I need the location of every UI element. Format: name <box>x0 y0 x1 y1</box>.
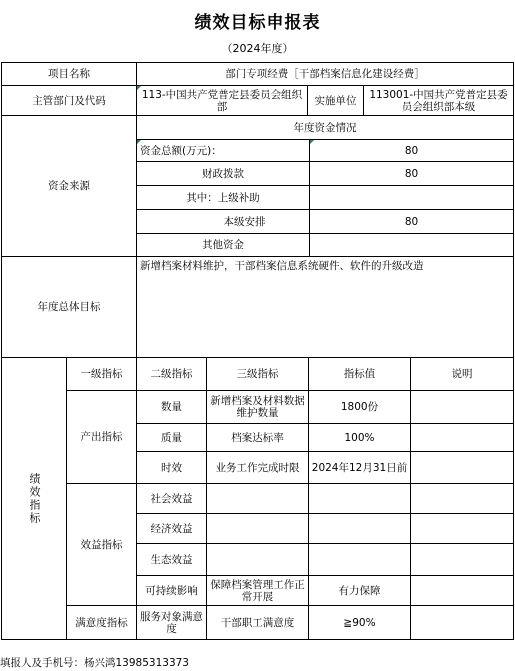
header-level1: 一级指标 <box>80 368 123 380</box>
form-title: 绩效目标申报表 <box>194 13 321 33</box>
satisfaction-indicators-label: 满意度指标 <box>75 616 128 629</box>
fiscal-allocation-value: 80 <box>404 167 419 180</box>
header-indicator-value: 指标值 <box>343 368 376 380</box>
project-name-value: 部门专项经费［干部档案信息化建设经费］ <box>225 68 425 80</box>
output-timeliness-level2: 时效 <box>161 461 182 474</box>
benefit-economic-note <box>411 514 513 543</box>
other-funds-label: 其他资金 <box>202 239 244 251</box>
performance-indicators-text: 绩效指标 <box>28 472 41 525</box>
benefit-sustainable-note <box>411 576 513 605</box>
annual-goal-text: 新增档案材料维护，干部档案信息系统硬件、软件的升级改造 <box>140 260 424 272</box>
output-quality-level2: 质量 <box>161 431 182 444</box>
output-timeliness-note <box>411 452 513 483</box>
performance-indicators-label <box>2 358 66 639</box>
implementing-unit-label: 实施单位 <box>314 94 357 107</box>
output-quantity-level3: 新增档案及材料数据维护数量 <box>210 395 305 419</box>
satisfaction-service-value: ≧90% <box>343 616 376 629</box>
department-value: 113-中国共产党普定县委员会组织部 <box>141 88 303 113</box>
benefit-economic-value <box>309 514 410 543</box>
header-note: 说明 <box>451 368 473 380</box>
funding-header: 年度资金情况 <box>293 121 357 134</box>
benefit-economic-level3 <box>207 514 308 543</box>
benefit-sustainable-level3: 保障档案管理工作正常开展 <box>210 578 305 603</box>
funding-total-value: 80 <box>404 144 419 157</box>
benefit-social-value <box>309 484 410 513</box>
benefit-social-note <box>411 484 513 513</box>
benefit-ecological-value <box>309 544 410 575</box>
output-quality-note <box>411 424 513 451</box>
output-quality-level3: 档案达标率 <box>231 431 284 444</box>
satisfaction-service-level3: 干部职工满意度 <box>220 616 295 629</box>
satisfaction-service-level2: 服务对象满意度 <box>140 610 203 635</box>
header-level3: 三级指标 <box>236 368 279 380</box>
benefit-ecological-note <box>411 544 513 575</box>
local-arrangement-label: 本级安排 <box>223 215 266 228</box>
benefit-sustainable-level2: 可持续影响 <box>145 584 198 597</box>
benefit-ecological-level3 <box>207 544 308 575</box>
benefit-social-level3 <box>207 484 308 513</box>
implementing-unit-value: 113001-中国共产党普定县委员会组织部本级 <box>369 88 508 113</box>
department-label: 主管部门及代码 <box>32 94 106 107</box>
other-funds-value <box>310 234 513 256</box>
superior-subsidy-value <box>310 186 513 209</box>
funding-source-label: 资金来源 <box>48 180 90 192</box>
output-quantity-note <box>411 391 513 423</box>
funding-total-label: 资金总额(万元)： <box>140 144 222 157</box>
satisfaction-service-note <box>411 606 513 639</box>
benefit-indicators-label: 效益指标 <box>80 538 123 551</box>
project-name-label: 项目名称 <box>48 68 90 80</box>
benefit-economic-level2: 经济效益 <box>150 522 193 535</box>
output-quantity-level2: 数量 <box>161 401 182 413</box>
fiscal-allocation-label: 财政拨款 <box>202 167 244 180</box>
benefit-ecological-level2: 生态效益 <box>150 553 193 566</box>
form-year: （2024年度） <box>221 42 294 55</box>
benefit-social-level2: 社会效益 <box>150 492 193 505</box>
output-quality-value: 100% <box>344 431 375 444</box>
output-timeliness-value: 2024年12月31日前 <box>311 461 408 474</box>
benefit-sustainable-value: 有力保障 <box>338 584 381 597</box>
reporter-contact: 填报人及手机号：杨兴鸿13985313373 <box>0 657 189 669</box>
local-arrangement-value: 80 <box>404 215 419 228</box>
output-quantity-value: 1800份 <box>340 401 379 413</box>
superior-subsidy-label: 其中：上级补助 <box>186 191 260 204</box>
header-level2: 二级指标 <box>150 368 193 380</box>
output-timeliness-level3: 业务工作完成时限 <box>215 461 300 474</box>
annual-goal-label: 年度总体目标 <box>37 301 101 313</box>
output-indicators-label: 产出指标 <box>80 431 123 443</box>
